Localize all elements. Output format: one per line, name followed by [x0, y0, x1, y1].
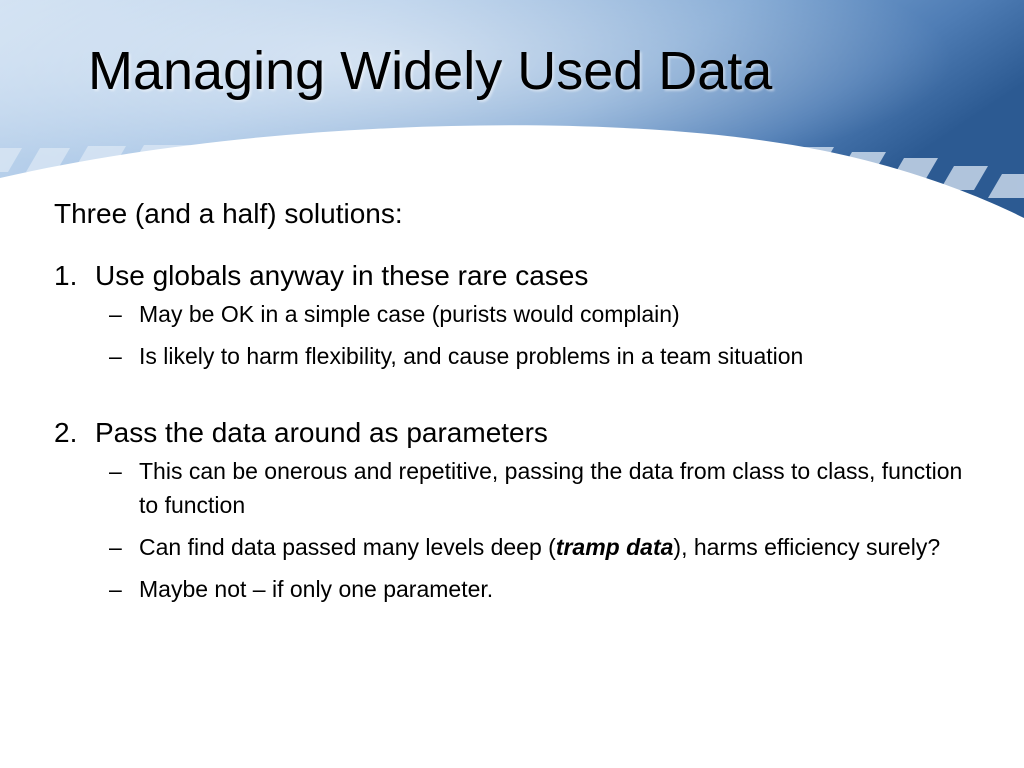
dash-bullet: – — [109, 458, 122, 484]
slide-title: Managing Widely Used Data — [88, 41, 773, 101]
sub-list-1 — [54, 297, 984, 373]
sub-item — [109, 339, 984, 373]
sub-item-text: Is likely to harm flexibility, and cause problems in a team situation — [139, 343, 804, 369]
sub-item — [109, 572, 984, 606]
item-text: Pass the data around as parameters — [95, 417, 548, 448]
sub-item-text: Maybe not – if only one parameter. — [139, 576, 494, 602]
dash-bullet: – — [109, 301, 122, 327]
text-after-emphasis: ), harms efficiency surely? — [673, 534, 941, 560]
sub-item-text — [139, 530, 979, 564]
dash-bullet: – — [109, 343, 122, 369]
sub-item — [109, 530, 984, 564]
sub-item — [109, 297, 984, 331]
dash-bullet: – — [109, 534, 122, 560]
sub-item — [109, 454, 984, 522]
sub-item-text: This can be onerous and repetitive, passing the data from class to class, function to function — [139, 458, 963, 518]
item-number: 1. — [54, 260, 78, 291]
intro-text: Three (and a half) solutions: — [54, 198, 403, 229]
sub-item-text: May be OK in a simple case (purists would complain) — [139, 301, 680, 327]
spacer — [54, 381, 984, 413]
emphasis-term: tramp data — [555, 534, 674, 560]
text-before-emphasis: Can find data passed many levels deep ( — [139, 534, 556, 560]
item-number: 2. — [54, 417, 78, 448]
numbered-item-1 — [54, 256, 984, 296]
item-text: Use globals anyway in these rare cases — [95, 260, 589, 291]
numbered-item-2 — [54, 413, 984, 453]
dash-bullet: – — [109, 576, 122, 602]
slide-body — [54, 194, 984, 614]
sub-list-2 — [54, 454, 984, 606]
